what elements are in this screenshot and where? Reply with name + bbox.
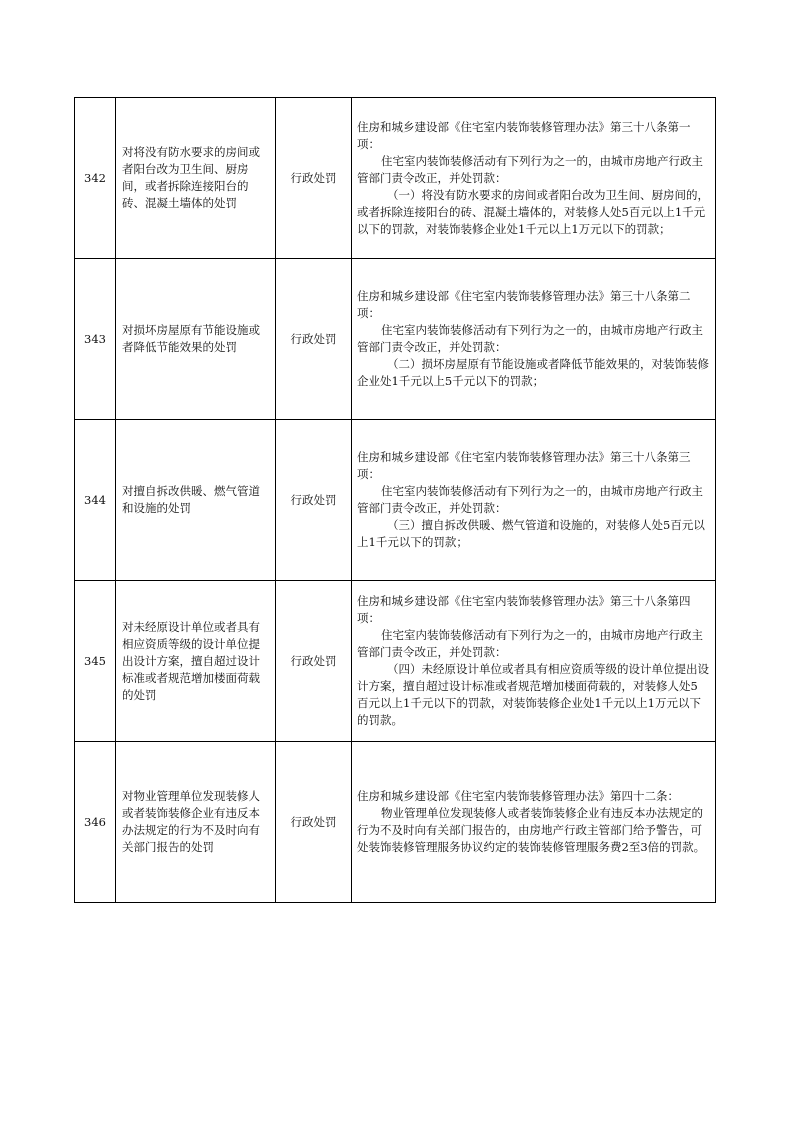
basis-clause: （四）未经原设计单位或者具有相应资质等级的设计单位提出设计方案，擅自超过设计标准或者规范增加楼面荷载的，对装修人处5百元以上1千元以下的罚款，对装饰装修企业处1千元以上1万元以下的罚款。 bbox=[357, 662, 709, 727]
basis-title: 住房和城乡建设部《住宅室内装饰装修管理办法》第三十八条第一项： bbox=[357, 119, 691, 151]
basis-clause: （一）将没有防水要求的房间或者阳台改为卫生间、厨房间的，或者拆除连接阳台的砖、混凝土墙体的，对装修人处5百元以上1千元以下的罚款，对装饰装修企业处1千元以上1万元以下的罚款； bbox=[357, 187, 709, 236]
table-row bbox=[75, 420, 716, 581]
item-name: 对物业管理单位发现装修人或者装饰装修企业有违反本办法规定的行为不及时向有关部门报告的处罚 bbox=[116, 742, 276, 903]
penalty-table bbox=[74, 97, 716, 903]
basis-intro: 物业管理单位发现装修人或者装饰装修企业有违反本办法规定的行为不及时向有关部门报告的，由房地产行政主管部门给予警告，可处装饰装修管理服务协议约定的装饰装修管理服务费2至3倍的罚款。 bbox=[357, 806, 706, 854]
basis-intro: 住宅室内装饰装修活动有下列行为之一的，由城市房地产行政主管部门责令改正，并处罚款： bbox=[357, 628, 703, 659]
item-kind: 行政处罚 bbox=[276, 98, 352, 259]
row-number: 343 bbox=[75, 259, 116, 420]
row-number: 342 bbox=[75, 98, 116, 259]
basis-title: 住房和城乡建设部《住宅室内装饰装修管理办法》第四十二条： bbox=[357, 789, 679, 803]
row-number: 346 bbox=[75, 742, 116, 903]
basis-intro: 住宅室内装饰装修活动有下列行为之一的，由城市房地产行政主管部门责令改正，并处罚款： bbox=[357, 484, 703, 515]
basis-title: 住房和城乡建设部《住宅室内装饰装修管理办法》第三十八条第四项： bbox=[357, 594, 691, 625]
item-kind: 行政处罚 bbox=[276, 581, 352, 742]
item-name: 对损坏房屋原有节能设施或者降低节能效果的处罚 bbox=[116, 259, 276, 420]
item-name: 对擅自拆改供暖、燃气管道和设施的处罚 bbox=[116, 420, 276, 581]
basis-clause: （二）损坏房屋原有节能设施或者降低节能效果的，对装饰装修企业处1千元以上5千元以下的罚款； bbox=[357, 357, 709, 388]
legal-basis bbox=[352, 742, 716, 903]
table-row bbox=[75, 581, 716, 742]
basis-intro: 住宅室内装饰装修活动有下列行为之一的，由城市房地产行政主管部门责令改正，并处罚款： bbox=[357, 153, 703, 185]
legal-basis bbox=[352, 581, 716, 742]
item-kind: 行政处罚 bbox=[276, 259, 352, 420]
item-name: 对将没有防水要求的房间或者阳台改为卫生间、厨房间，或者拆除连接阳台的砖、混凝土墙体的处罚 bbox=[116, 98, 276, 259]
legal-basis bbox=[352, 420, 716, 581]
basis-title: 住房和城乡建设部《住宅室内装饰装修管理办法》第三十八条第二项： bbox=[357, 289, 691, 320]
row-number: 344 bbox=[75, 420, 116, 581]
item-kind: 行政处罚 bbox=[276, 420, 352, 581]
table-row bbox=[75, 742, 716, 903]
item-name: 对未经原设计单位或者具有相应资质等级的设计单位提出设计方案，擅自超过设计标准或者规范增加楼面荷载的处罚 bbox=[116, 581, 276, 742]
basis-intro: 住宅室内装饰装修活动有下列行为之一的，由城市房地产行政主管部门责令改正，并处罚款： bbox=[357, 323, 703, 354]
table-row bbox=[75, 98, 716, 259]
table-row bbox=[75, 259, 716, 420]
basis-clause: （三）擅自拆改供暖、燃气管道和设施的，对装修人处5百元以上1千元以下的罚款； bbox=[357, 518, 705, 549]
item-kind: 行政处罚 bbox=[276, 742, 352, 903]
legal-basis bbox=[352, 98, 716, 259]
legal-basis bbox=[352, 259, 716, 420]
row-number: 345 bbox=[75, 581, 116, 742]
basis-title: 住房和城乡建设部《住宅室内装饰装修管理办法》第三十八条第三项： bbox=[357, 450, 691, 481]
